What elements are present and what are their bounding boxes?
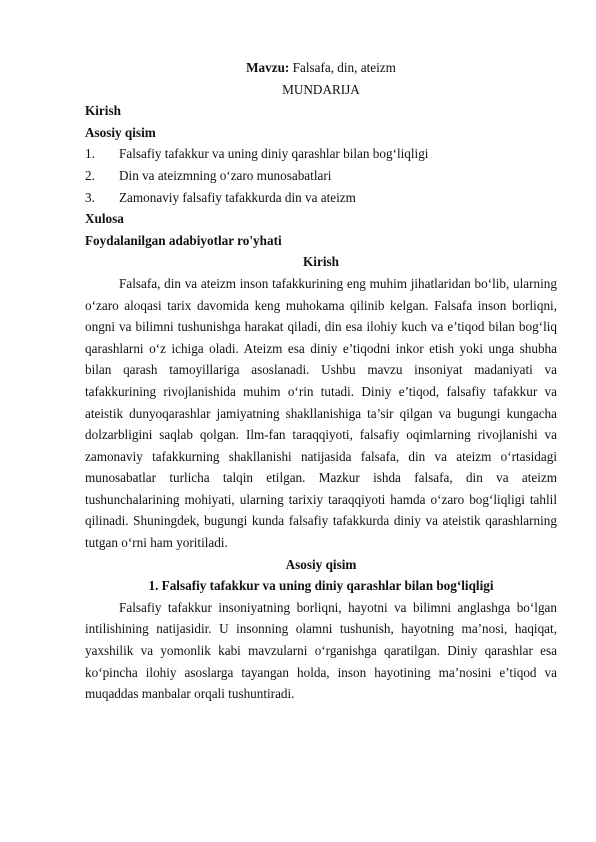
main-heading: Asosiy qisim — [285, 556, 357, 572]
toc-intro: Kirish — [85, 103, 121, 119]
toc-item-number: 2. — [85, 167, 95, 183]
toc-item — [85, 143, 557, 165]
document-content — [85, 57, 557, 705]
topic-value: Falsafa, din, ateizm — [292, 60, 396, 75]
section-title: 1. Falsafiy tafakkur va uning diniy qarashlar bilan bog‘liqligi — [148, 578, 494, 594]
toc-item-number: 1. — [85, 146, 95, 162]
topic-line — [85, 57, 557, 79]
toc-conclusion: Xulosa — [85, 211, 124, 227]
intro-heading: Kirish — [303, 254, 339, 270]
toc-item-text: Zamonaviy falsafiy tafakkurda din va ateizm — [119, 189, 356, 205]
toc-item-text: Din va ateizmning o‘zaro munosabatlari — [119, 167, 332, 183]
intro-paragraph: Falsafa, din va ateizm inson tafakkurining eng muhim jihatlaridan bo‘lib, ularning o‘zaro aloqasi tarix davomida keng muhokama qilinib kelgan. Falsafa inson borliqni, ongni va bilimni tushunishga harakat qiladi, din esa ilohiy kuch va e’tiqod bilan bog‘liq qarashlarni o‘z ichiga oladi. Ateizm esa diniy e’tiqodni inkor etish yoki unga shubha bilan qarash tamoyillariga asoslanadi. Ushbu mavzu insoniyat madaniyati va tafakkurining rivojlanishida muhim o‘rin tutadi. Diniy e’tiqod, falsafiy tafakkur va ateistik dunyoqarashlar jamiyatning shakllanishiga ta’sir qilgan va bugungi kungacha dolzarbligini saqlab qolgan. Ilm-fan taraqqiyoti, falsafiy oqimlarning rivojlanishi va zamonaviy tafakkurning shakllanishi natijasida falsafa, din va ateizm o‘rtasidagi munosabatlar turlicha talqin etilgan. Mazkur ishda falsafa, din va ateizm tushunchalarining mohiyati, ularning tarixiy taraqqiyoti hamda o‘zaro bog‘liqligi tahlil qilinadi. Shuningdek, bugungi kunda falsafiy tafakkurda diniy va ateistik qarashlarning tutgan o‘rni ham yoritiladi. — [85, 275, 557, 551]
toc-item-number: 3. — [85, 189, 95, 205]
topic-label: Mavzu: — [246, 60, 290, 75]
toc-item-text: Falsafiy tafakkur va uning diniy qarashlar bilan bog‘liqligi — [119, 146, 429, 162]
toc-title: MUNDARIJA — [282, 81, 360, 97]
toc-item — [85, 165, 557, 187]
toc-item — [85, 187, 557, 209]
main-paragraph: Falsafiy tafakkur insoniyatning borliqni, hayotni va bilimni anglashga bo‘lgan intilishining natijasidir. U insonning olamni tushunish, hayotning ma’nosi, haqiqat, yaxshilik va yomonlik kabi mavzularni o‘rganishga qaratilgan. Diniy qarashlar esa ko‘pincha ilohiy asoslarga tayangan holda, inson hayotining ma’nosini e’tiqod va muqaddas manbalar orqali tushuntiradi. — [85, 599, 557, 702]
toc-references: Foydalanilgan adabiyotlar ro'yhati — [85, 232, 282, 248]
toc-main: Asosiy qisim — [85, 124, 156, 140]
